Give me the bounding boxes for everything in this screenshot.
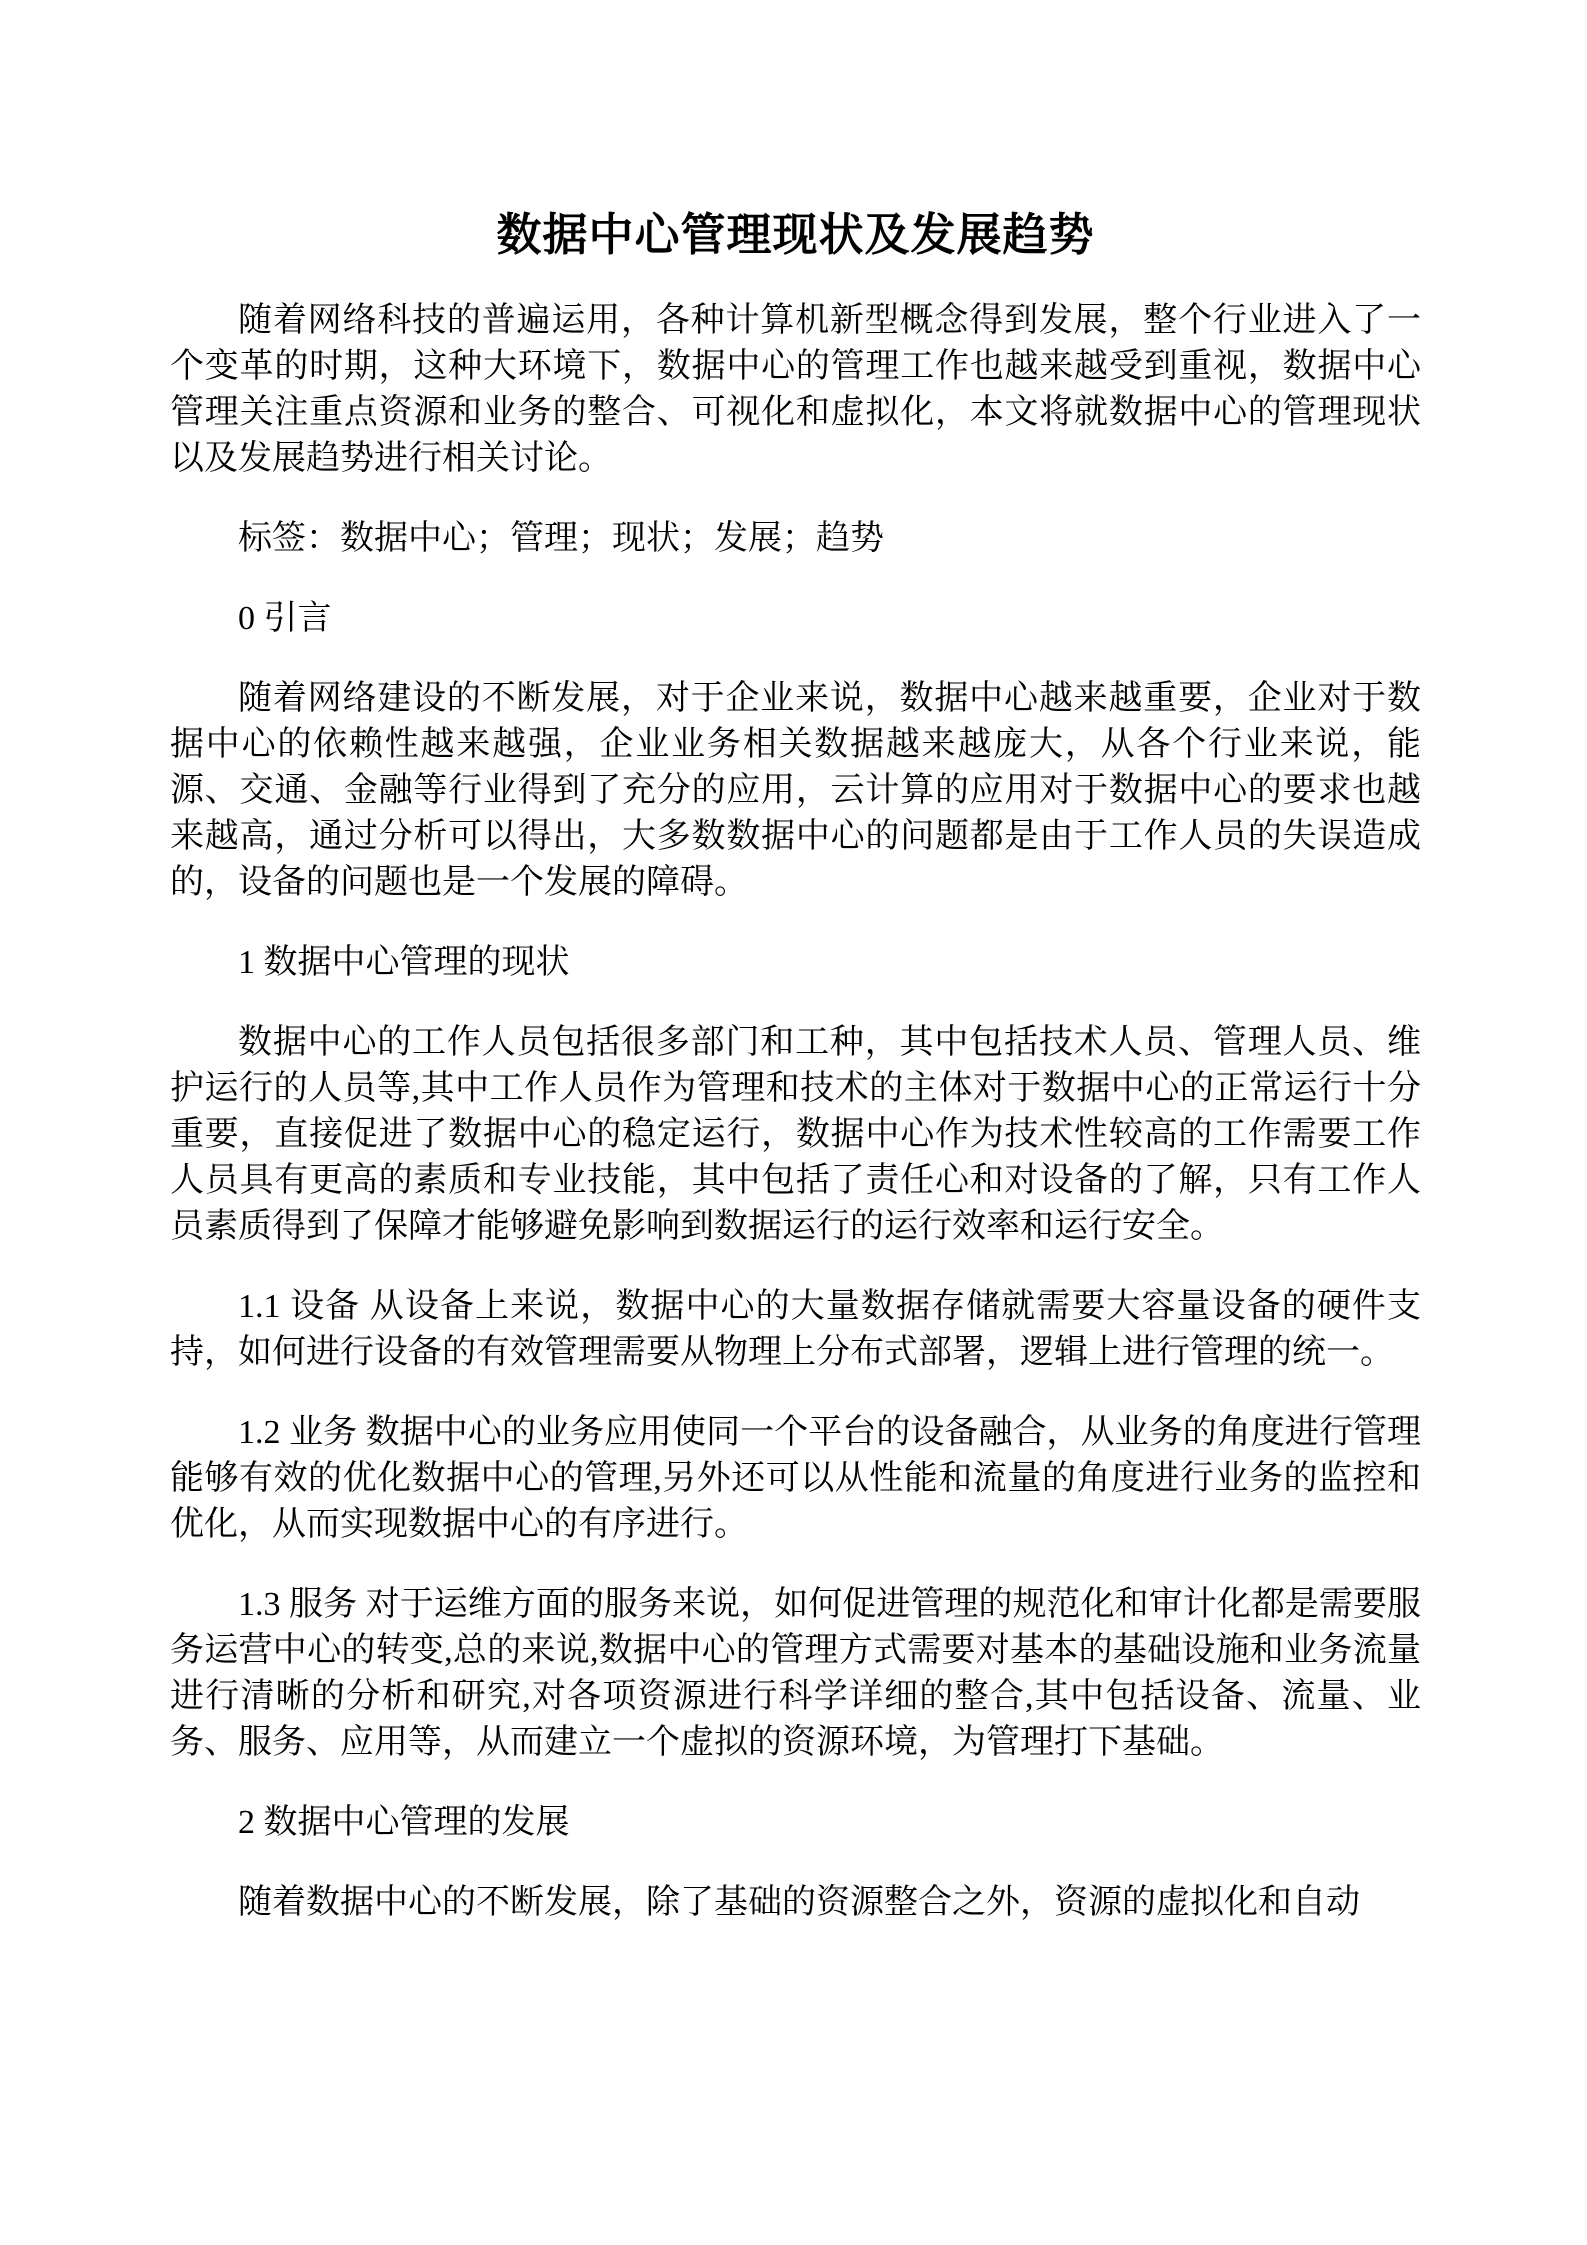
- paragraph-introduction: 随着网络建设的不断发展，对于企业来说，数据中心越来越重要，企业对于数据中心的依赖性越来越强，企业业务相关数据越来越庞大，从各个行业来说，能源、交通、金融等行业得到了充分的应用，云计算的应用对于数据中心的要求也越来越高，通过分析可以得出，大多数数据中心的问题都是由于工作人员的失误造成的，设备的问题也是一个发展的障碍。: [170, 680, 1421, 901]
- paragraph-section-2: 随着数据中心的不断发展，除了基础的资源整合之外，资源的虚拟化和自动: [238, 1884, 1360, 1921]
- keywords-line: 标签：数据中心；管理；现状；发展；趋势: [238, 520, 884, 557]
- paragraph-abstract: 随着网络科技的普遍运用，各种计算机新型概念得到发展，整个行业进入了一个变革的时期，这种大环境下，数据中心的管理工作也越来越受到重视，数据中心管理关注重点资源和业务的整合、可视化和虚拟化，本文将就数据中心的管理现状以及发展趋势进行相关讨论。: [170, 302, 1421, 477]
- paragraph-section-1-2-business: 1.2 业务 数据中心的业务应用使同一个平台的设备融合，从业务的角度进行管理能够有效的优化数据中心的管理,另外还可以从性能和流量的角度进行业务的监控和优化，从而实现数据中心的有序进行。: [170, 1414, 1421, 1543]
- heading-introduction: 0 引言: [238, 600, 332, 637]
- paragraph-section-1-1-equipment: 1.1 设备 从设备上来说，数据中心的大量数据存储就需要大容量设备的硬件支持，如何进行设备的有效管理需要从物理上分布式部署，逻辑上进行管理的统一。: [170, 1288, 1421, 1371]
- document-title: 数据中心管理现状及发展趋势: [496, 210, 1095, 260]
- heading-section-2: 2 数据中心管理的发展: [238, 1804, 570, 1841]
- paragraph-section-1: 数据中心的工作人员包括很多部门和工种，其中包括技术人员、管理人员、维护运行的人员等,其中工作人员作为管理和技术的主体对于数据中心的正常运行十分重要，直接促进了数据中心的稳定运行，数据中心作为技术性较高的工作需要工作人员具有更高的素质和专业技能，其中包括了责任心和对设备的了解，只有工作人员素质得到了保障才能够避免影响到数据运行的运行效率和运行安全。: [170, 1024, 1421, 1245]
- heading-section-1: 1 数据中心管理的现状: [238, 944, 570, 981]
- paragraph-section-1-3-service: 1.3 服务 对于运维方面的服务来说，如何促进管理的规范化和审计化都是需要服务运营中心的转变,总的来说,数据中心的管理方式需要对基本的基础设施和业务流量进行清晰的分析和研究,对各项资源进行科学详细的整合,其中包括设备、流量、业务、服务、应用等，从而建立一个虚拟的资源环境，为管理打下基础。: [170, 1586, 1421, 1761]
